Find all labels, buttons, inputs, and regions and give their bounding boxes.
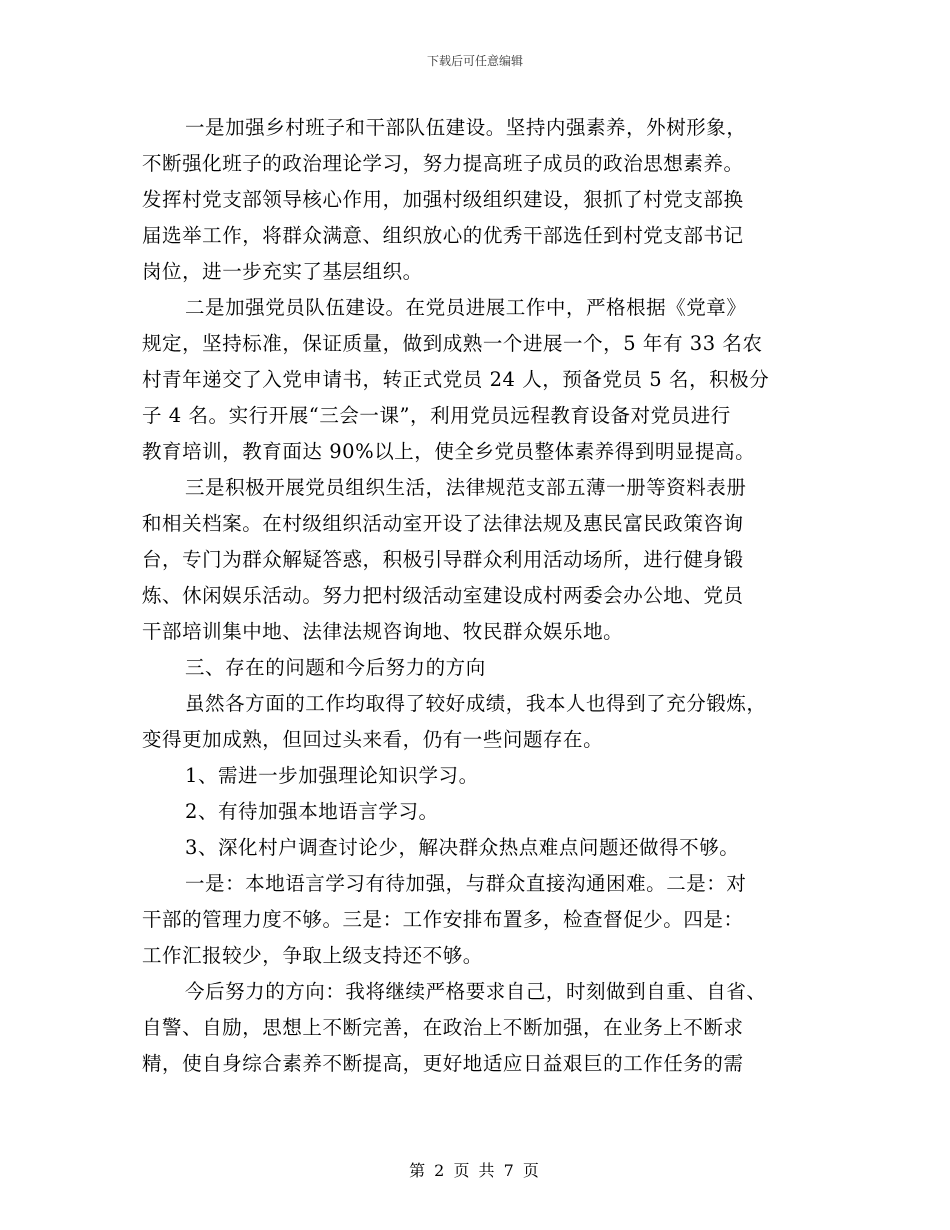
text-line: 三是积极开展党员组织生活，法律规范支部五薄一册等资料表册: [185, 476, 747, 499]
text-line: 2、有待加强本地语言学习。: [185, 800, 439, 823]
text-line: 三、存在的问题和今后努力的方向: [185, 656, 486, 679]
text-line: 二是加强党员队伍建设。在党员进展工作中，严格根据《党章》: [185, 296, 747, 319]
text-line: 炼、休闲娱乐活动。努力把村级活动室建设成村两委会办公地、党员: [142, 584, 744, 607]
text-line: 今后努力的方向：我将继续严格要求自己，时刻做到自重、自省、: [185, 980, 767, 1003]
text-line: 教育培训，教育面达 90%以上，使全乡党员整体素养得到明显提高。: [142, 440, 756, 463]
text-line: 和相关档案。在村级组织活动室开设了法律法规及惠民富民政策咨询: [142, 512, 744, 535]
text-line: 精，使自身综合素养不断提高，更好地适应日益艰巨的工作任务的需: [142, 1052, 744, 1075]
text-line: 干部的管理力度不够。三是：工作安排布置多，检查督促少。四是：: [142, 908, 744, 931]
paragraph-future-direction: [142, 974, 802, 1082]
document-body: [142, 110, 802, 1082]
page-header: 下载后可任意编辑: [426, 54, 523, 68]
text-line: 村青年递交了入党申请书，转正式党员 24 人，预备党员 5 名，积极分: [142, 368, 770, 391]
text-line: 届选举工作，将群众满意、组织放心的优秀干部选任到村党支部书记: [142, 224, 744, 247]
text-line: 岗位，进一步充实了基层组织。: [142, 260, 423, 283]
text-line: 发挥村党支部领导核心作用，加强村级组织建设，狠抓了村党支部换: [142, 188, 744, 211]
list-item-1: [142, 758, 802, 794]
text-line: 自警、自励，思想上不断完善，在政治上不断加强，在业务上不断求: [142, 1016, 744, 1039]
text-line: 干部培训集中地、法律法规咨询地、牧民群众娱乐地。: [142, 620, 624, 643]
list-item-2: [142, 794, 802, 830]
text-line: 不断强化班子的政治理论学习，努力提高班子成员的政治思想素养。: [142, 152, 744, 175]
text-line: 一是：本地语言学习有待加强，与群众直接沟通困难。二是：对: [185, 872, 747, 895]
paragraph-details: [142, 866, 802, 974]
page-number-footer: 第 2 页 共 7 页: [409, 1161, 541, 1180]
text-line: 一是加强乡村班子和干部队伍建设。坚持内强素养，外树形象，: [185, 116, 747, 139]
text-line: 3、深化村户调查讨论少，解决群众热点难点问题还做得不够。: [185, 836, 740, 859]
text-line: 台，专门为群众解疑答惑，积极引导群众利用活动场所，进行健身锻: [142, 548, 744, 571]
text-line: 规定，坚持标准，保证质量，做到成熟一个进展一个，5 年有 33 名农: [142, 332, 763, 355]
list-item-3: [142, 830, 802, 866]
paragraph-party-members: [142, 290, 802, 470]
text-line: 1、需进一步加强理论知识学习。: [185, 764, 479, 787]
paragraph-problems-intro: [142, 686, 802, 758]
paragraph-leadership-team: [142, 110, 802, 290]
section-heading-problems: [142, 650, 802, 686]
paragraph-organization-life: [142, 470, 802, 650]
text-line: 工作汇报较少，争取上级支持还不够。: [142, 944, 483, 967]
text-line: 子 4 名。实行开展“三会一课”，利用党员远程教育设备对党员进行: [142, 404, 731, 427]
text-line: 变得更加成熟，但回过头来看，仍有一些问题存在。: [142, 728, 604, 751]
text-line: 虽然各方面的工作均取得了较好成绩，我本人也得到了充分锻炼，: [185, 692, 767, 715]
